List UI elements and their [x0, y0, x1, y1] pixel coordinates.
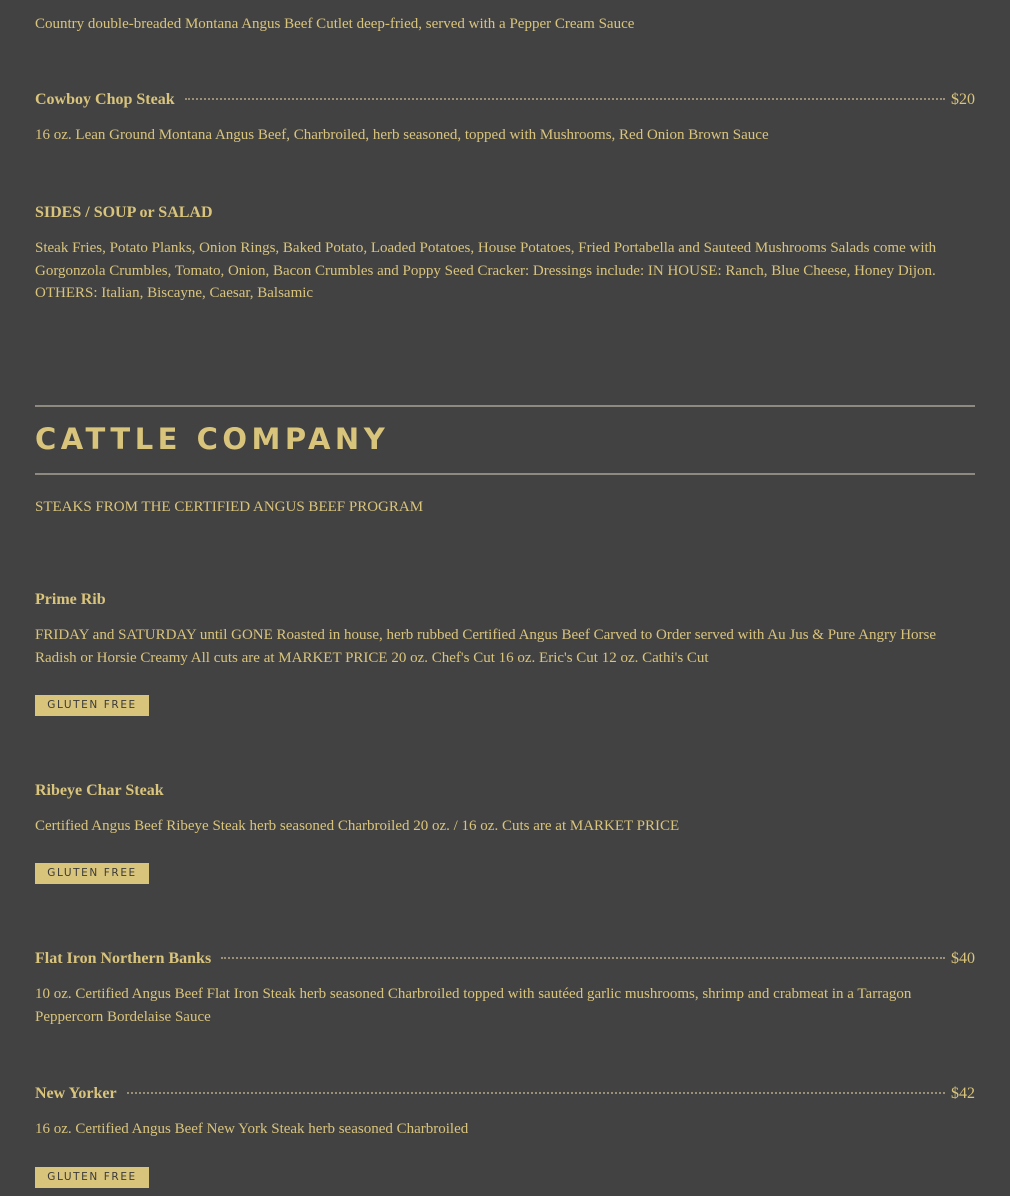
menu-item-name: Cowboy Chop Steak: [35, 91, 175, 108]
menu-item-price: $42: [951, 1085, 975, 1102]
menu-item-description: Certified Angus Beef Ribeye Steak herb seasoned Charbroiled 20 oz. / 16 oz. Cuts are at MARKET PRICE: [35, 818, 680, 834]
menu-item-price: $40: [951, 950, 975, 967]
menu-item-ribeye: [35, 781, 975, 838]
dot-leader: [127, 1092, 945, 1094]
menu-item-header: [35, 781, 975, 801]
menu-item-flat-iron: [35, 949, 975, 1028]
menu-item-cowboy-chop: [35, 90, 975, 147]
menu-item-sides: [35, 203, 975, 305]
dot-leader: [185, 98, 945, 100]
menu-item-description: 16 oz. Certified Angus Beef New York Steak herb seasoned Charbroiled: [35, 1121, 469, 1137]
menu-item-name: Prime Rib: [35, 591, 106, 608]
menu-item-header: [35, 90, 975, 110]
section-rule-bottom: [35, 473, 975, 475]
menu-item-name: Ribeye Char Steak: [35, 782, 164, 799]
menu-item-header: [35, 590, 975, 610]
menu-item-header: [35, 949, 975, 969]
menu-item-description: FRIDAY and SATURDAY until GONE Roasted in house, herb rubbed Certified Angus Beef Carved to Order served with Au Jus & Pure Angry Horse Radish or Horsie Creamy All cuts are at MARKET PRICE 20 oz. Chef's Cut 16 oz. Eric's Cut 12 oz. Cathi's Cut: [35, 627, 937, 666]
menu-item-new-yorker: [35, 1084, 975, 1141]
gluten-free-badge: GLUTEN FREE: [35, 1167, 149, 1188]
menu-item-header: [35, 203, 975, 223]
menu-item-price: $20: [951, 91, 975, 108]
menu-item-prime-rib: [35, 590, 975, 669]
section-title: CATTLE COMPANY: [35, 422, 390, 456]
menu-item-name: SIDES / SOUP or SALAD: [35, 204, 213, 221]
section-subtitle: STEAKS FROM THE CERTIFIED ANGUS BEEF PROGRAM: [35, 499, 424, 515]
menu-item-name: Flat Iron Northern Banks: [35, 950, 212, 967]
menu-item-description: 16 oz. Lean Ground Montana Angus Beef, Charbroiled, herb seasoned, topped with Mushrooms, Red Onion Brown Sauce: [35, 127, 769, 143]
dot-leader: [221, 957, 945, 959]
menu-item-header: [35, 1084, 975, 1104]
menu-item-description: Country double-breaded Montana Angus Beef Cutlet deep-fried, served with a Pepper Cream Sauce: [35, 16, 635, 32]
menu-item-description: Steak Fries, Potato Planks, Onion Rings, Baked Potato, Loaded Potatoes, House Potatoes, Fried Portabella and Sauteed Mushrooms Salads come with Gorgonzola Crumbles, Tomato, Onion, Bacon Crumbles and Poppy Seed Cracker: Dressings include: IN HOUSE: Ranch, Blue Cheese, Honey Dijon. OTHERS: Italian, Biscayne, Caesar, Balsamic: [35, 240, 937, 301]
gluten-free-badge: GLUTEN FREE: [35, 695, 149, 716]
menu-item-description: 10 oz. Certified Angus Beef Flat Iron Steak herb seasoned Charbroiled topped with sautéed garlic mushrooms, shrimp and crabmeat in a Tarragon Peppercorn Bordelaise Sauce: [35, 986, 912, 1025]
gluten-free-badge: GLUTEN FREE: [35, 863, 149, 884]
section-rule-top: [35, 405, 975, 407]
menu-item-name: New Yorker: [35, 1085, 117, 1102]
